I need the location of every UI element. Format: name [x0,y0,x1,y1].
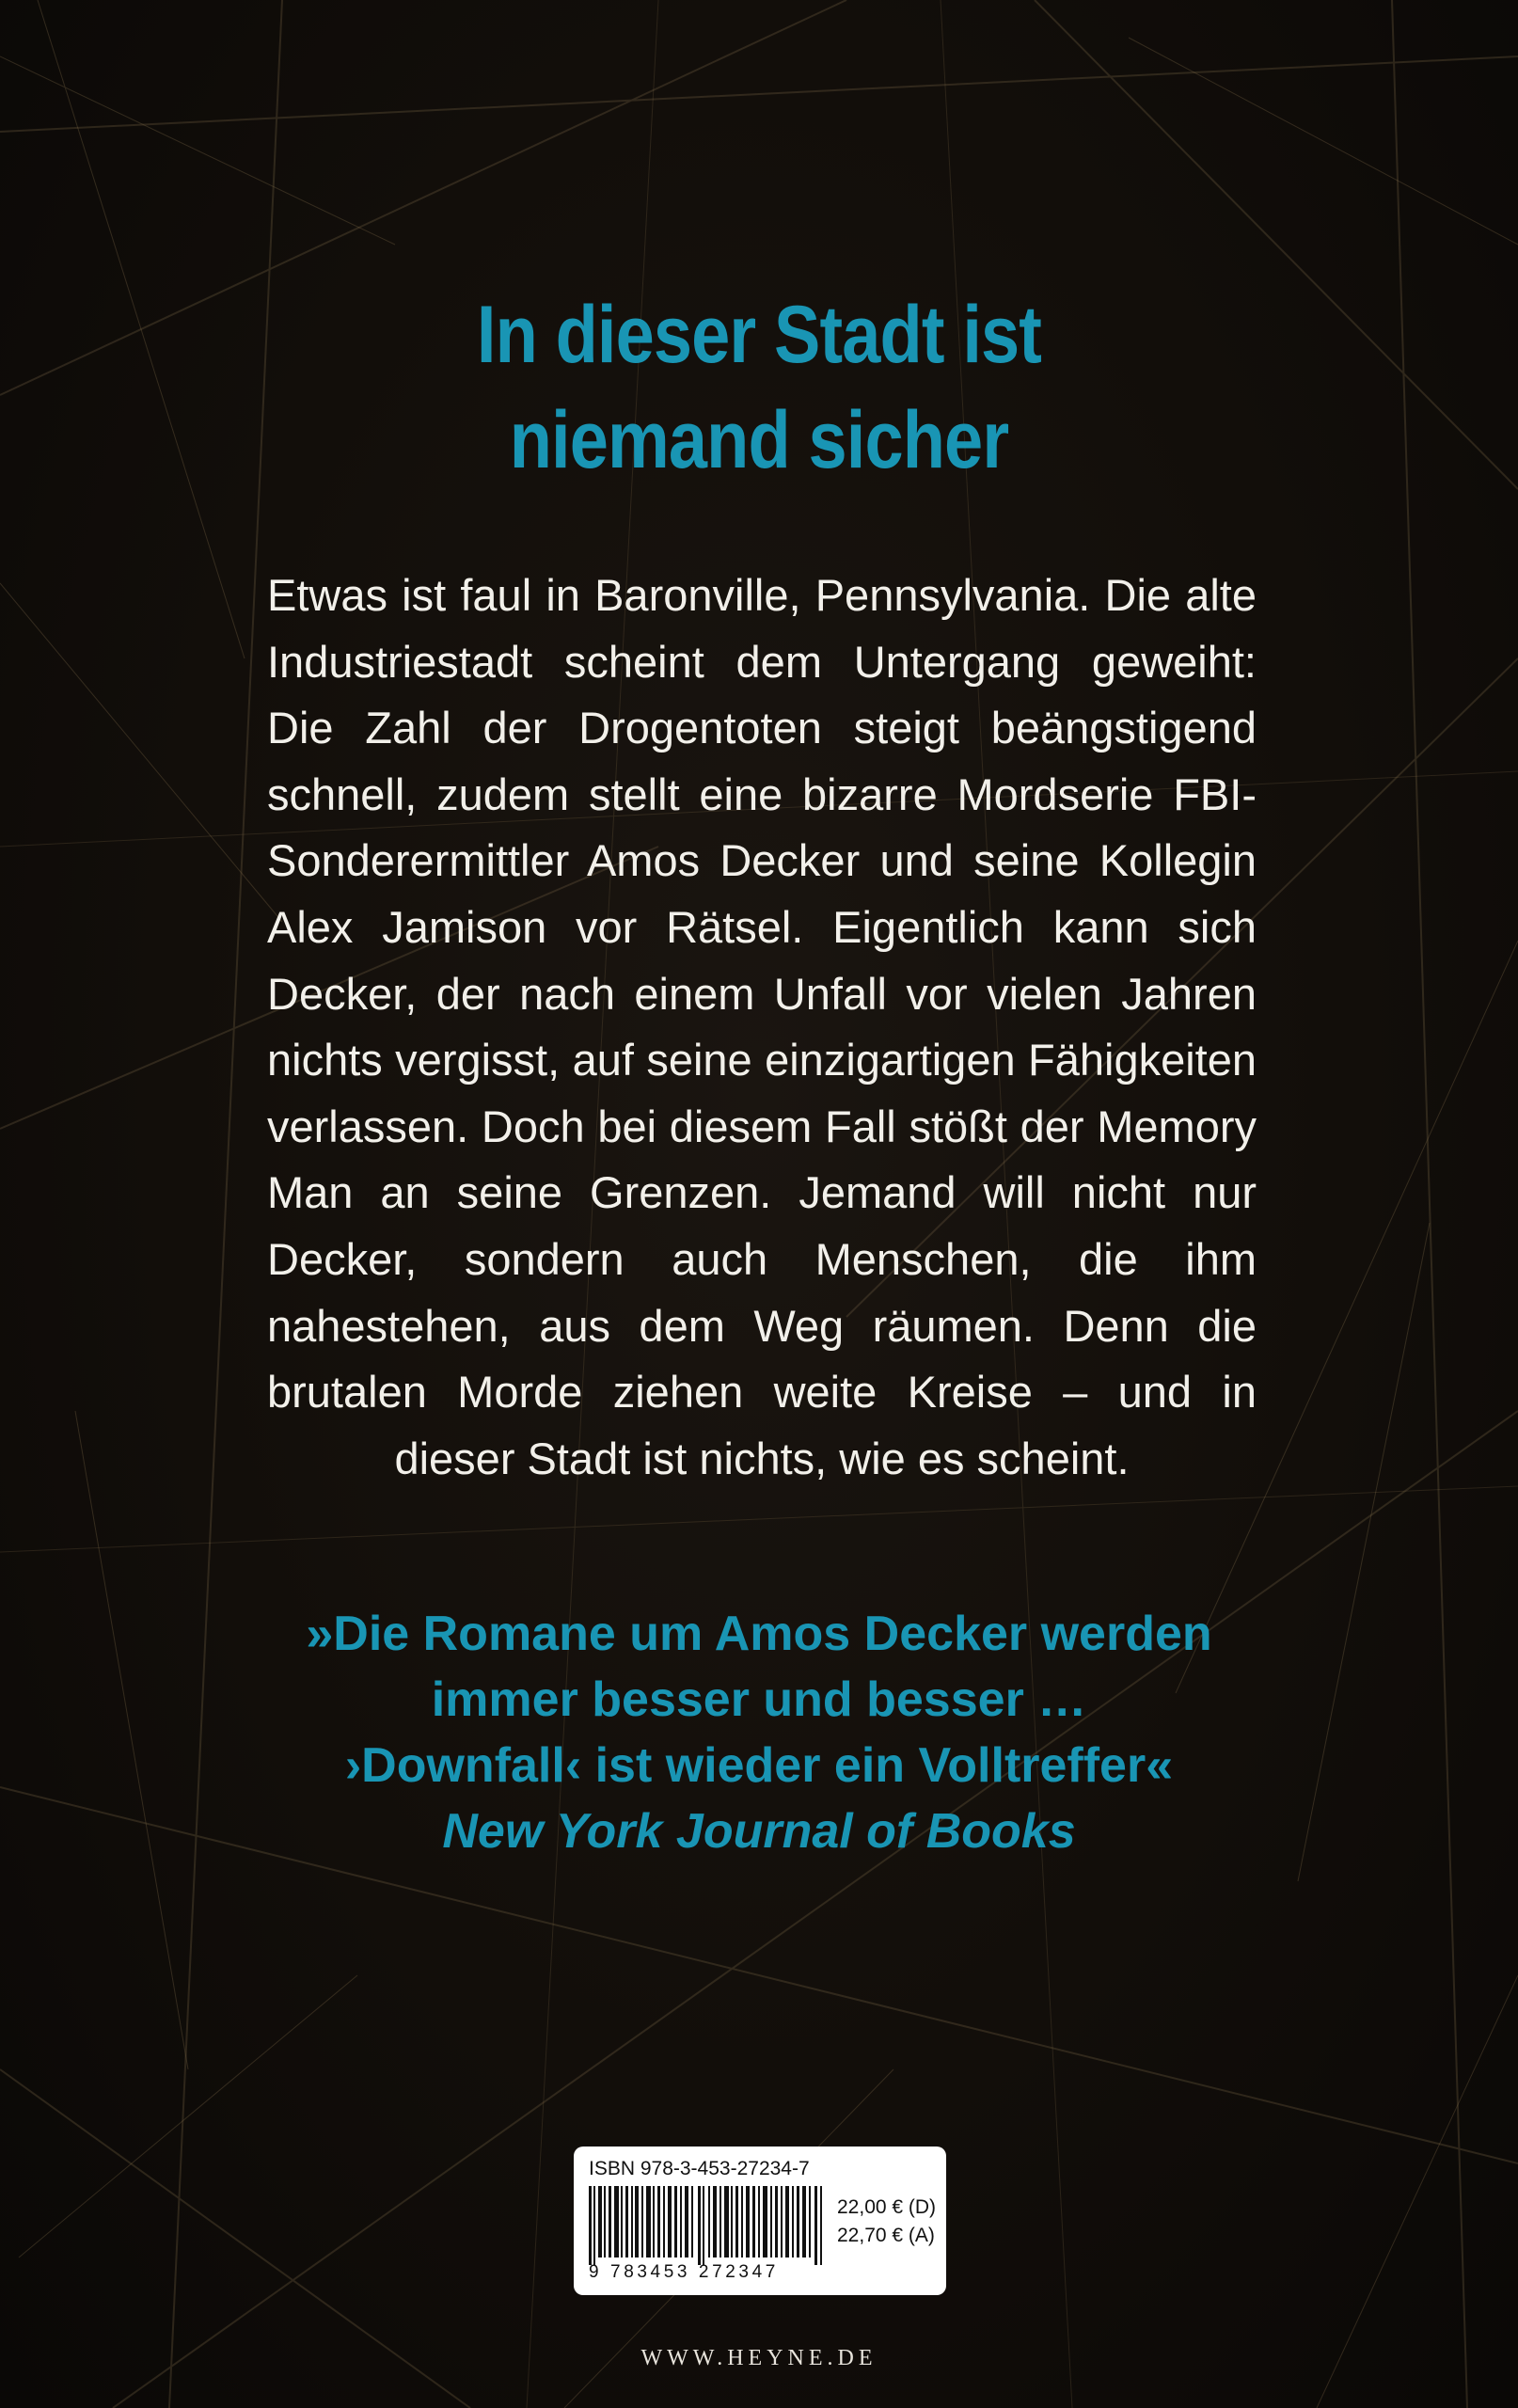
blurb-paragraph [267,562,1257,1492]
quote-line-1: »Die Romane um Amos Decker werden [306,1607,1212,1661]
quote-line-3: ›Downfall‹ ist wieder ein Volltreffer« [344,1738,1174,1793]
price-germany: 22,00 € (D) [837,2196,937,2218]
blurb-text: Etwas ist faul in Baronville, Pennsylvania. Die alte Industriestadt scheint dem Untergang geweiht: Die Zahl der Drogentoten steigt beängstigend schnell, zudem stellt eine bizarre Mordserie FBI-Sonderermittler Amos Decker und seine Kollegin Alex Jamison vor Rätsel. Eigentlich kann sich Decker, der nach einem Unfall vor vielen Jahren nichts vergisst, auf seine einzigartigen Fähigkeiten verlassen. Doch bei diesem Fall stößt der Memory Man an seine Grenzen. Jemand will nicht nur Decker, sondern auch Menschen, die ihm nahestehen, aus dem Weg räumen. Denn die brutalen Morde ziehen weite Kreise – und in dieser Stadt ist nichts, wie es scheint. [267,570,1257,1483]
price-austria: 22,70 € (A) [837,2225,935,2246]
headline-line-1: In dieser Stadt ist [476,290,1042,380]
headline [106,282,1412,493]
barcode-label [574,2147,946,2295]
price-block [837,2194,936,2250]
barcode-icon [589,2186,826,2265]
quote-source: New York Journal of Books [442,1804,1076,1859]
publisher-url: WWW.HEYNE.DE [640,2346,878,2370]
headline-line-2: niemand sicher [509,395,1009,485]
quote-line-2: immer besser und besser … [431,1672,1087,1727]
barcode-number: 9 783453 272347 [589,2262,779,2282]
review-quote [0,1601,1518,1864]
isbn-text: ISBN 978-3-453-27234-7 [589,2158,810,2179]
